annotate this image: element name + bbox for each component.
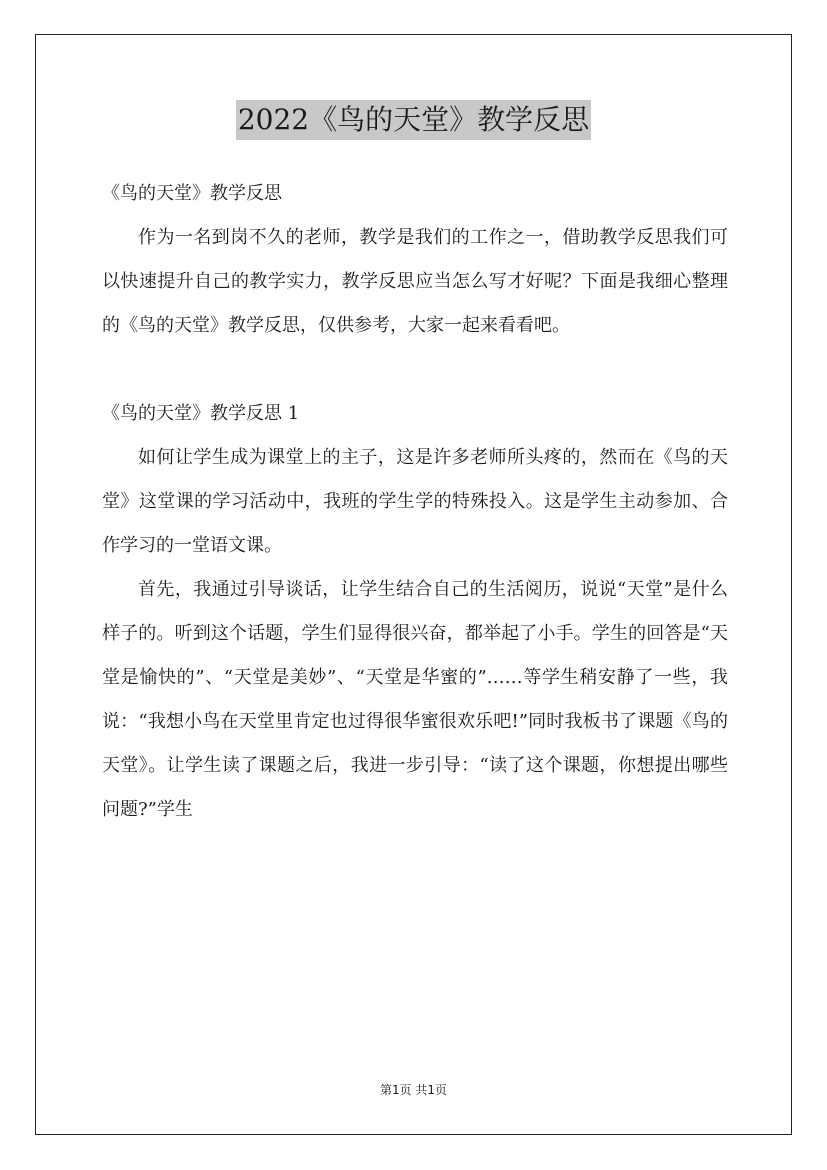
title-container xyxy=(0,100,827,140)
page-footer: 第1页 共1页 xyxy=(379,1083,448,1097)
body-paragraph-2: 首先，我通过引导谈话，让学生结合自己的生活阅历，说说“天堂”是什么样子的。听到这个话题，学生们显得很兴奋，都举起了小手。学生的回答是“天堂是愉快的”、“天堂是美妙”、“天堂是华蜜的”……等学生稍安静了一些，我说：“我想小鸟在天堂里肯定也过得很华蜜很欢乐吧!”同时我板书了课题《鸟的天堂》。让学生读了课题之后，我进一步引导：“读了这个课题，你想提出哪些问题?”学生 xyxy=(102,579,728,820)
body-paragraph-1: 如何让学生成为课堂上的主子，这是许多老师所头疼的，然而在《鸟的天堂》这堂课的学习活动中，我班的学生学的特殊投入。这是学生主动参加、合作学习的一堂语文课。 xyxy=(102,447,728,556)
document-title: 2022《鸟的天堂》教学反思 xyxy=(236,100,591,140)
intro-paragraph: 作为一名到岗不久的老师，教学是我们的工作之一，借助教学反思我们可以快速提升自己的教学实力，教学反思应当怎么写才好呢？下面是我细心整理的《鸟的天堂》教学反思，仅供参考，大家一起来看看吧。 xyxy=(102,227,728,336)
document-subtitle: 《鸟的天堂》教学反思 xyxy=(102,183,282,204)
document-body xyxy=(102,172,728,832)
section-heading: 《鸟的天堂》教学反思 1 xyxy=(102,403,300,424)
section-spacer xyxy=(102,348,728,392)
